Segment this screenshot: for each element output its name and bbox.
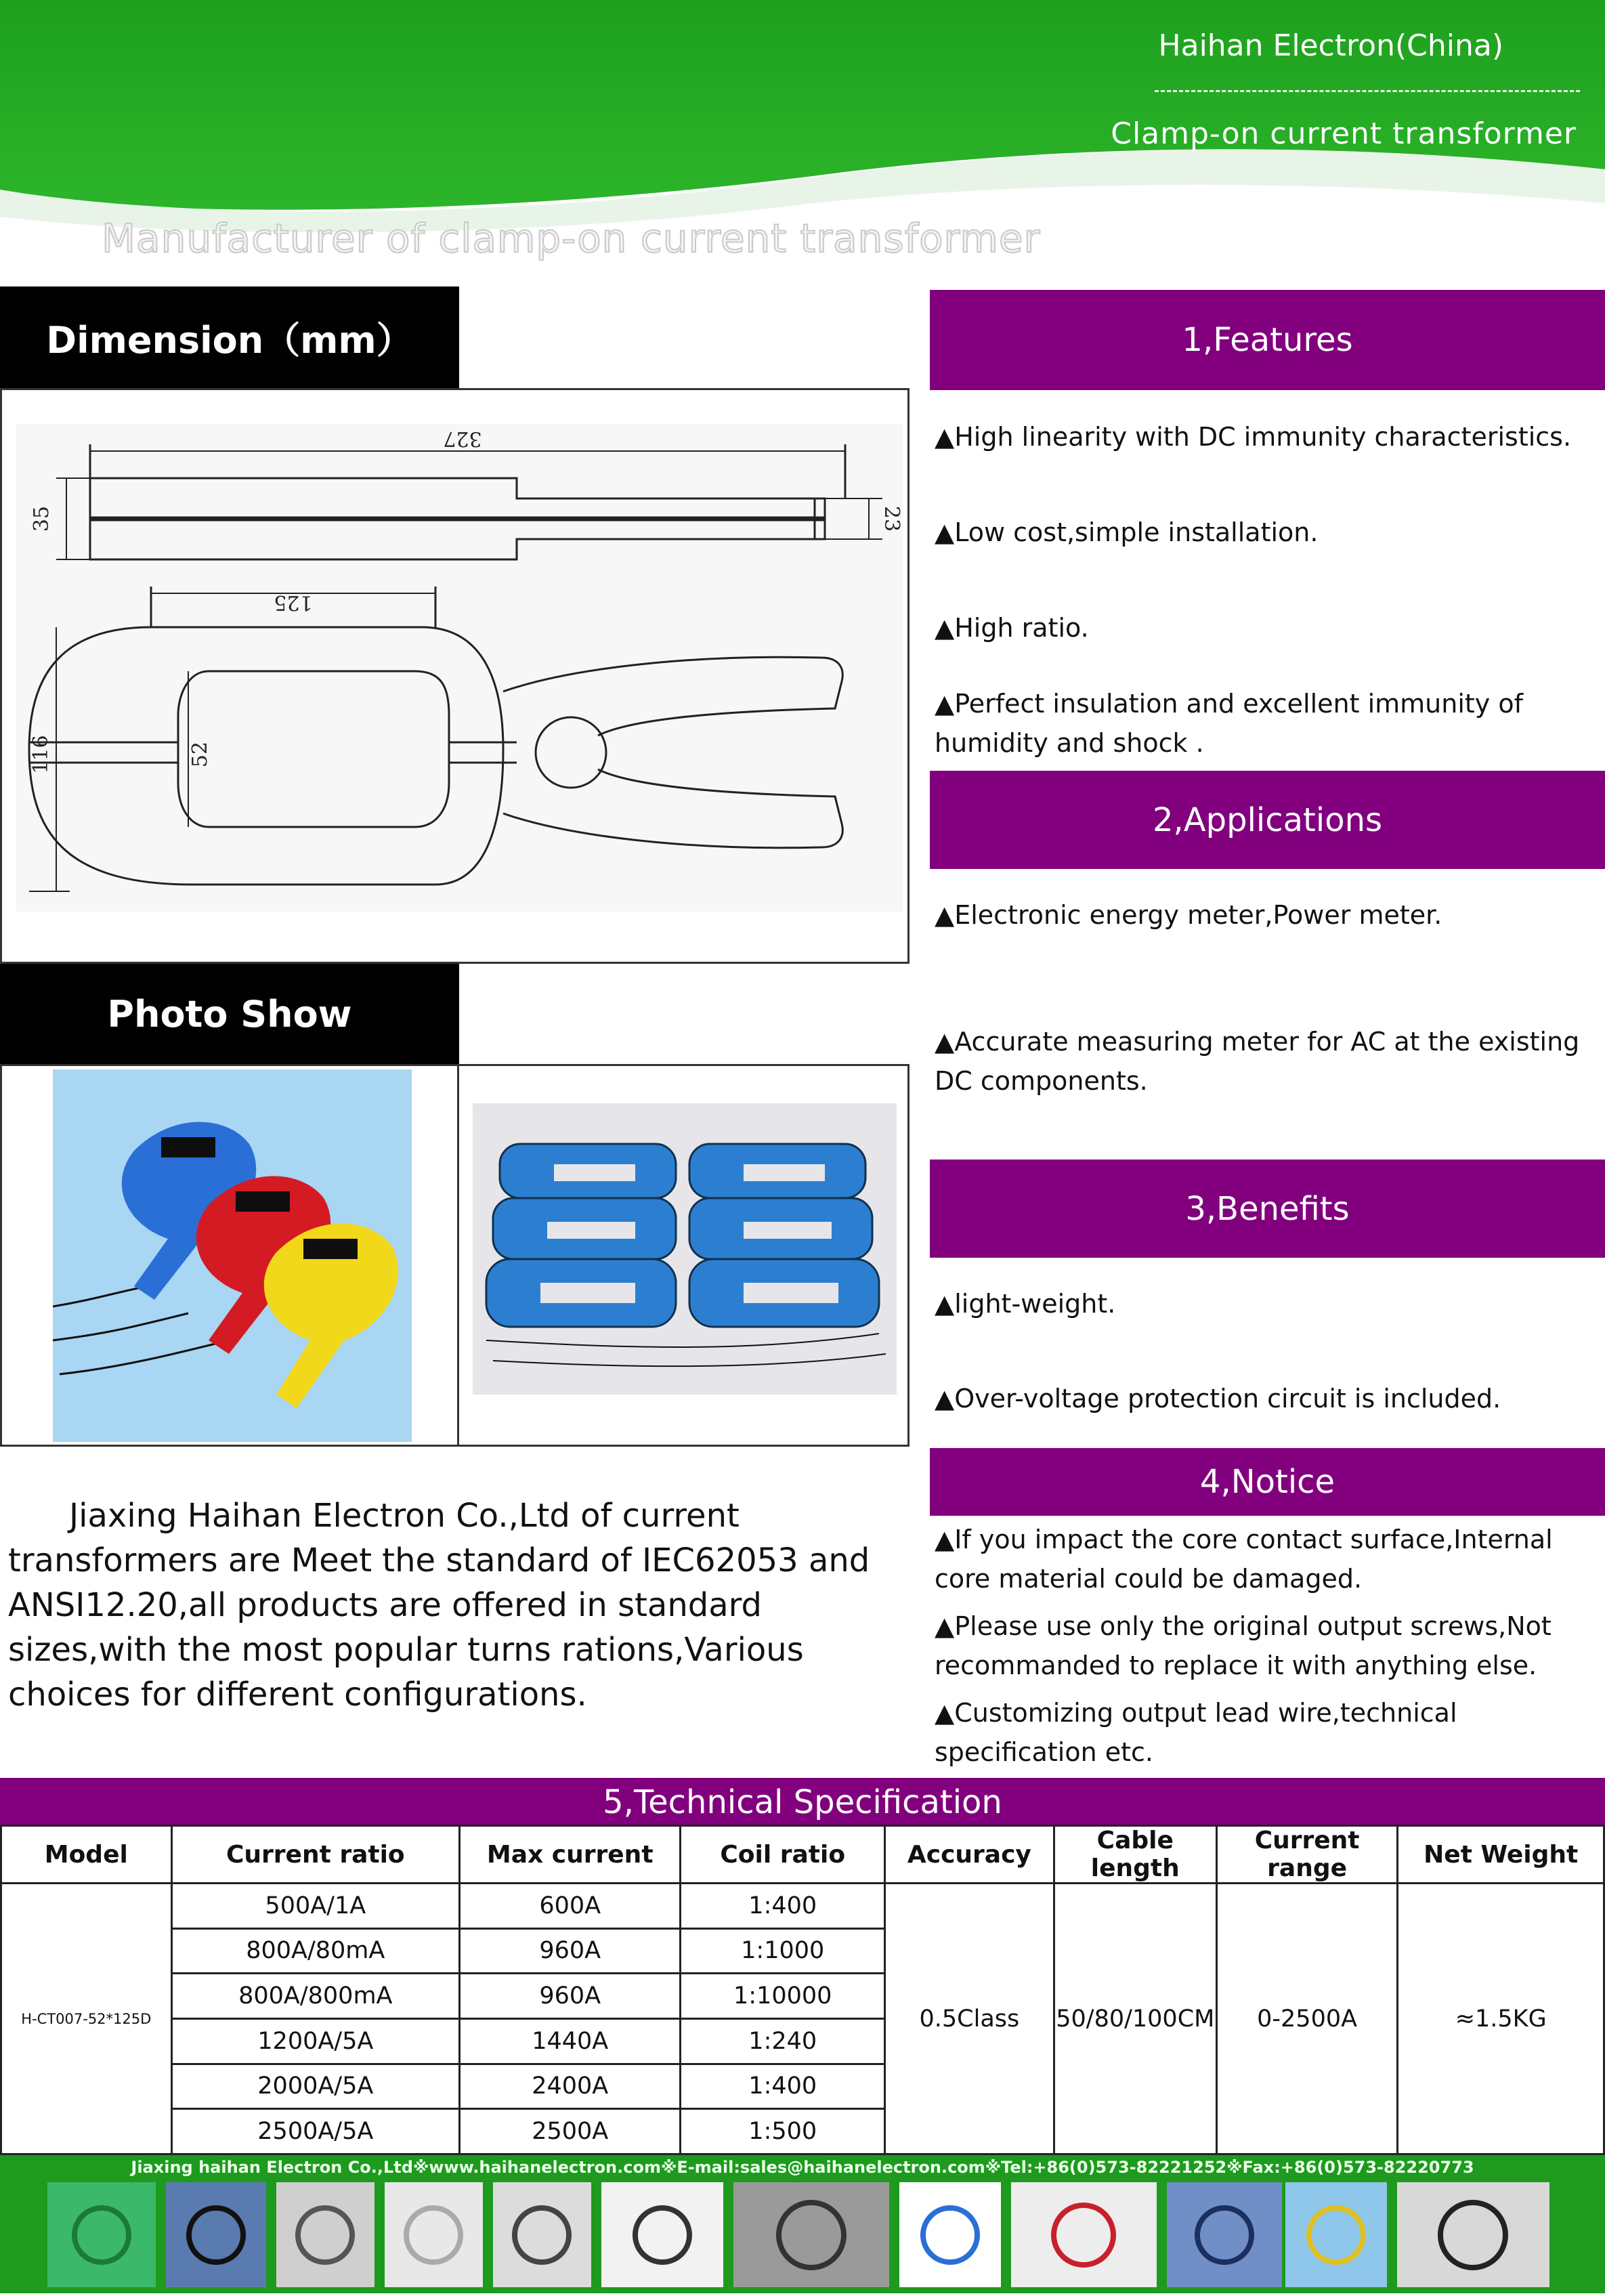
photo-show-heading: Photo Show xyxy=(0,964,459,1064)
col-header-cable-length: Cable length xyxy=(1054,1826,1216,1884)
current-ratio-cell: 1200A/5A xyxy=(171,2018,459,2064)
spec-heading: 5,Technical Specification xyxy=(0,1778,1605,1827)
dim-window-label: 125 xyxy=(274,591,313,614)
max-current-cell: 2400A xyxy=(460,2064,681,2109)
dimension-heading: Dimension（mm） xyxy=(0,286,459,388)
product-thumbnails xyxy=(47,2182,1549,2287)
coil-ratio-cell: 1:1000 xyxy=(681,1928,885,1974)
notice-item: ▲If you impact the core contact surface,Internal core material could be damaged. xyxy=(935,1525,1553,1594)
feature-item: ▲Perfect insulation and excellent immunity of humidity and shock . xyxy=(935,689,1523,758)
dim-inner-label: 52 xyxy=(188,741,212,768)
company-intro: Jiaxing Haihan Electron Co.,Ltd of current transformers are Meet the standard of IEC62053 and ANSI12.20,all products are offered in standard sizes,with the most popular turns rations,Various choices for different configurations. xyxy=(8,1497,870,1714)
blue-clamps-photo xyxy=(473,1103,897,1395)
features-heading: 1,Features xyxy=(930,290,1605,390)
feature-item: ▲High ratio. xyxy=(935,613,1089,643)
spec-table xyxy=(0,1825,1605,2155)
benefits-heading: 3,Benefits xyxy=(930,1160,1605,1258)
notice-item: ▲Customizing output lead wire,technical specification etc. xyxy=(935,1698,1457,1767)
accuracy-cell: 0.5Class xyxy=(885,1884,1054,2154)
cable-length-cell: 50/80/100CM xyxy=(1054,1884,1216,2154)
net-weight-cell: ≈1.5KG xyxy=(1398,1884,1604,2154)
current-ratio-cell: 2000A/5A xyxy=(171,2064,459,2109)
feature-item: ▲Low cost,simple installation. xyxy=(935,517,1319,547)
header-divider xyxy=(1155,90,1580,92)
max-current-cell: 1440A xyxy=(460,2018,681,2064)
max-current-cell: 600A xyxy=(460,1884,681,1929)
max-current-cell: 2500A xyxy=(460,2109,681,2154)
dim-length-label: 327 xyxy=(443,427,482,450)
coil-ratio-cell: 1:400 xyxy=(681,1884,885,1929)
dim-width-tip-label: 23 xyxy=(880,505,903,532)
colored-clamps-photo xyxy=(53,1069,412,1442)
dimension-drawing-frame xyxy=(0,388,909,964)
table-row xyxy=(1,1884,1604,1929)
col-header-model: Model xyxy=(1,1826,172,1884)
current-ratio-cell: 800A/800mA xyxy=(171,1974,459,2019)
current-ratio-cell: 500A/1A xyxy=(171,1884,459,1929)
col-header-current-ratio: Current ratio xyxy=(171,1826,459,1884)
coil-ratio-cell: 1:400 xyxy=(681,2064,885,2109)
notice-item: ▲Please use only the original output screws,Not recommanded to replace it with anything else. xyxy=(935,1611,1551,1680)
product-name: Clamp-on current transformer xyxy=(1111,116,1577,151)
photo-frame-right xyxy=(457,1064,909,1447)
applications-heading: 2,Applications xyxy=(930,771,1605,869)
footer-contact-info: Jiaxing haihan Electron Co.,Ltd※www.haihanelectron.com※E-mail:sales@haihanelectron.com※Tel:+86(0)573-82221252※Fax:+86(0)573-82220773 xyxy=(131,2158,1474,2177)
dim-width-top-label: 35 xyxy=(30,505,53,532)
model-cell: H-CT007-52*125D xyxy=(1,1884,172,2154)
col-header-current-range: Current range xyxy=(1216,1826,1398,1884)
application-item: ▲Electronic energy meter,Power meter. xyxy=(935,900,1442,930)
coil-ratio-cell: 1:10000 xyxy=(681,1974,885,2019)
col-header-max-current: Max current xyxy=(460,1826,681,1884)
current-ratio-cell: 800A/80mA xyxy=(171,1928,459,1974)
benefit-item: ▲Over-voltage protection circuit is included. xyxy=(935,1384,1501,1413)
notice-heading: 4,Notice xyxy=(930,1448,1605,1516)
benefit-item: ▲light-weight. xyxy=(935,1289,1116,1319)
current-range-cell: 0-2500A xyxy=(1216,1884,1398,2154)
current-ratio-cell: 2500A/5A xyxy=(171,2109,459,2154)
company-name: Haihan Electron(China) xyxy=(1158,28,1503,63)
coil-ratio-cell: 1:500 xyxy=(681,2109,885,2154)
col-header-net-weight: Net Weight xyxy=(1398,1826,1604,1884)
spec-header-row xyxy=(1,1826,1604,1884)
application-item: ▲Accurate measuring meter for AC at the existing DC components. xyxy=(935,1027,1580,1096)
col-header-coil-ratio: Coil ratio xyxy=(681,1826,885,1884)
max-current-cell: 960A xyxy=(460,1928,681,1974)
coil-ratio-cell: 1:240 xyxy=(681,2018,885,2064)
feature-item: ▲High linearity with DC immunity characteristics. xyxy=(935,422,1572,452)
col-header-accuracy: Accuracy xyxy=(885,1826,1054,1884)
clamp-dimension-drawing xyxy=(16,424,916,952)
header-tagline: Manufacturer of clamp-on current transformer xyxy=(102,215,1041,261)
dim-height-label: 116 xyxy=(29,735,53,774)
photo-frame-left xyxy=(0,1064,459,1447)
max-current-cell: 960A xyxy=(460,1974,681,2019)
